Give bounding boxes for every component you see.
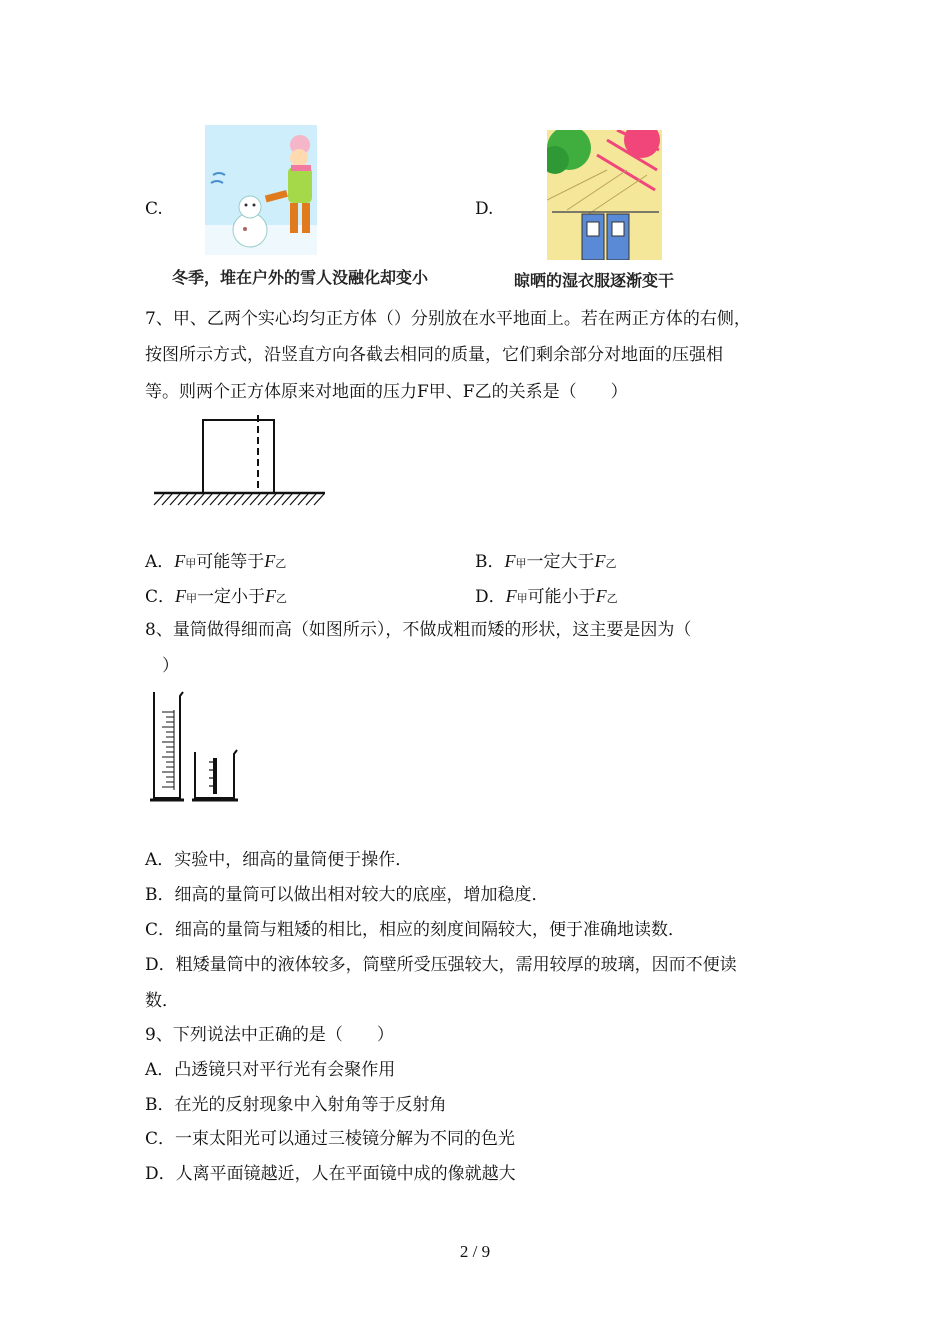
q7-question-line-3: 等。则两个正方体原来对地面的压力F甲、F乙的关系是（ ） (145, 382, 628, 402)
snowman-picture (205, 125, 317, 255)
q8-option-d[interactable]: D．粗矮量筒中的液体较多，筒壁所受压强较大，需用较厚的玻璃，因而不便读 (145, 955, 737, 975)
q8-option-b[interactable]: B．细高的量筒可以做出相对较大的底座，增加稳度． (145, 885, 549, 905)
drying-clothes-picture (547, 130, 662, 260)
q7-option-c[interactable]: C．F甲一定小于F乙 (145, 586, 288, 607)
q7-question-line-1: 7、甲、乙两个实心均匀正方体（）分别放在水平地面上。若在两正方体的右侧， (145, 309, 751, 329)
q8-question-line-1: 8、量筒做得细而高（如图所示），不做成粗而矮的形状，这主要是因为（ (145, 620, 692, 640)
measuring-cylinders-figure (148, 690, 243, 809)
q8-option-a[interactable]: A．实验中，细高的量筒便于操作． (145, 850, 413, 870)
q9-question: 9、下列说法中正确的是（ ） (145, 1025, 394, 1045)
q6-option-c-label: C. (145, 199, 163, 219)
q9-option-d[interactable]: D．人离平面镜越近，人在平面镜中成的像就越大 (145, 1164, 516, 1184)
q7-option-a[interactable]: A．F甲可能等于F乙 (145, 551, 287, 572)
q9-option-b[interactable]: B．在光的反射现象中入射角等于反射角 (145, 1095, 447, 1115)
cube-on-ground-figure (152, 415, 332, 514)
q6-option-c-caption: 冬季，堆在户外的雪人没融化却变小 (172, 268, 429, 287)
q8-option-d-continued: 数． (145, 991, 179, 1011)
q6-option-d-caption: 晾晒的湿衣服逐渐变干 (514, 271, 675, 290)
q9-option-c[interactable]: C．一束太阳光可以通过三棱镜分解为不同的色光 (145, 1129, 516, 1149)
q7-question-line-2: 按图所示方式，沿竖直方向各截去相同的质量，它们剩余部分对地面的压强相 (145, 345, 723, 365)
q7-option-b[interactable]: B．F甲一定大于F乙 (475, 551, 617, 572)
page-number: 2 / 9 (459, 1242, 491, 1261)
q9-option-a[interactable]: A．凸透镜只对平行光有会聚作用 (145, 1060, 396, 1080)
q7-option-d[interactable]: D．F甲可能小于F乙 (475, 586, 618, 607)
q8-option-c[interactable]: C．细高的量筒与粗矮的相比，相应的刻度间隔较大，便于准确地读数． (145, 920, 686, 940)
q6-option-d-label: D. (475, 199, 494, 219)
q8-question-line-2: ） (145, 656, 179, 676)
